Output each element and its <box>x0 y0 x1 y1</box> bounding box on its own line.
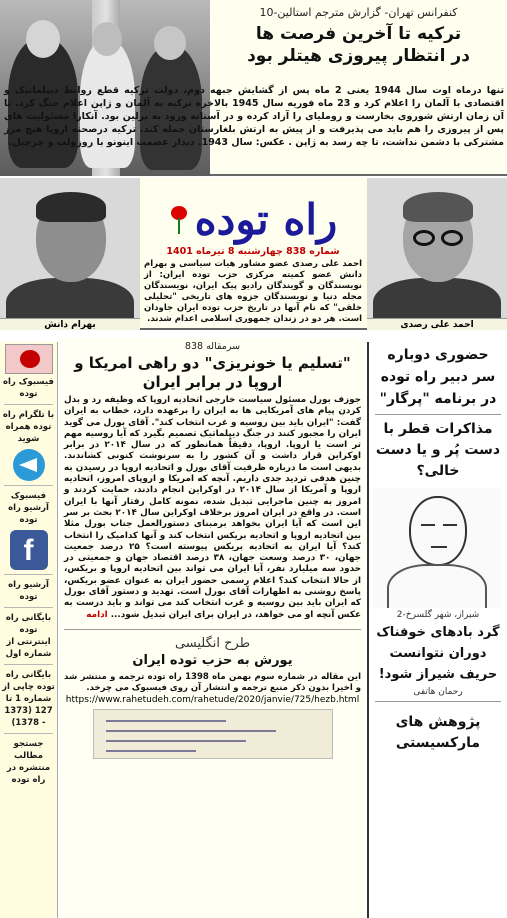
photo-person-head <box>92 22 122 56</box>
editorial-headline[interactable]: "تسلیم یا خونریزی" دو راهی امریکا و اروپا در برابر ایران <box>74 354 351 391</box>
headline-line-2: در انتظار پیروزی هیتلر بود <box>247 46 470 66</box>
masthead-banner <box>0 178 507 330</box>
masthead-title: راه توده <box>194 195 338 244</box>
search-link[interactable]: جستجو مطالب منتشره در راه توده <box>6 739 51 785</box>
divider <box>375 414 501 415</box>
divider <box>4 404 53 405</box>
article-headline[interactable]: یورش به حزب توده ایران <box>132 652 293 668</box>
facebook-icon[interactable]: f <box>10 530 48 570</box>
divider <box>64 629 361 630</box>
divider <box>4 574 53 575</box>
rose-icon <box>169 206 189 234</box>
photo-person-head <box>26 20 60 58</box>
portrait-right-caption: احمد علی رصدی <box>367 318 507 330</box>
portrait-left-caption: بهرام دانش <box>0 318 140 330</box>
poem-author: رحمان هاتفی <box>413 687 463 697</box>
sketch-caption: شیراز، شهر گلسرخ-2 <box>396 610 480 620</box>
link-shiraz-poem[interactable]: گرد بادهای خوفناک دوران نتوانست حریف شیراز شود! <box>376 625 500 682</box>
divider <box>375 701 501 702</box>
editorial-body: جوزف بورل مسئول سیاست خارجی اتحادیه اروپا که وظیفه رد و بدل کردن پیام های آمریکایی ها به ایران را برعهده دارد، خطاب به ایران گفت: "ایران باید بین روسیه و غرب انتخاب کند". آقای بورل می گوید ایران را مجبور کنند در جنگ دیپلماتیک تصمیم بگیرد که آیا روسیه مهم تر است یا اروپا. اروپا، دقیقاً همانطور که در سال ۲۰۱۴ در برابر اوکراین قرار داشت و آن کشور را به سرنوشت کنونی کشاندند. بدیهی است ما درباره ظرفیت آقای بورل و اتحادیه اروپا در رسیدن به چنین هدفی تردید جدی داریم. آنچه که امریکا و اروپای امروز، اتحادیه اروپا و آمریکا از سال ۲۰۱۴ در اوکراین انجام دادند، حمایت کردند و امروز به چنین ماجرایی تبدیل شده، نمونه کامل رفتار آنها با ایران است. در واقع در ایران امروز برخلاف اوکراین سال ۲۰۱۴ بحث بر سر این است که آیا ایران بخواهد برمبنای دستورالعمل جناب بورل مثلا بین اتحادیه اروپا و اتحادیه بریکس انتخاب کند و آنها کدامیک را انتخاب کند؟ آیا ایران به اتحادیه بریکس پیوسته است؟ ۲۵ درصد جمعیت جهان، ۳۰ درصد وسعت جهان، ۳۸ درصد اقتصاد جهان و جمعیتی در حدود سه میلیارد نفر، آیا ایران می تواند بین اتحادیه اروپا و بریکس، از حالا انتخاب کند؟ اعلام رسمی حضور ایران به عنوان عضو بریکس، پاسخ روشنی به اظهارات آقای بورل است. تهدید و دستور آقای بورل که ایران باید بین روسیه و غرب انتخاب کند می تواند و باید درست به عکس آنچه او می خواهد، در ایران برای ایران تبدیل شود... ادامه <box>64 395 361 620</box>
internet-archive-link[interactable]: بایگانی راه توده اینترنتی از شماره اول <box>5 613 52 659</box>
article-url-link[interactable]: https://www.rahetudeh.com/rahetude/2020/janvie/725/hezb.html <box>65 694 360 705</box>
portrait-left <box>0 178 140 318</box>
portrait-hair <box>36 192 106 222</box>
facebook-archive-link[interactable]: فیسبوک آرشیو راه توده <box>8 491 49 525</box>
glasses-icon <box>413 230 435 246</box>
telegram-icon[interactable] <box>13 449 45 481</box>
article-note: این مقاله در شماره سوم بهمن ماه 1398 راه توده ترجمه و منتشر شد و اخیرا بدون ذکر منبع ترجمه و انتشار آن روی فیسبوک می چرخد. <box>64 671 362 693</box>
archive-link[interactable]: آرشیو راه توده <box>8 580 49 602</box>
link-pargar-program[interactable]: حضوری دوباره سر دبیر راه توده در برنامه "پرگار" <box>379 347 497 407</box>
divider <box>4 607 53 608</box>
portrait-right <box>367 178 507 318</box>
masthead-note: احمد علی رصدی عضو مشاور هیات سیاسی و بهرام دانش عضو کمیته مرکزی حزب توده ایران: از نویسندگان و گویندگان رادیو پیک ایران، نویسندگان مجله دنیا و نویسندگان جزوه های تاریخی "تحلیلی خلقی" که نام آنها در تاریخ حزب توده ایران جاودان است. هر دو در زندان جمهوری اسلامی اعدام شدند. <box>144 259 362 324</box>
right-column <box>367 342 507 918</box>
portrait-suit <box>373 278 501 318</box>
divider <box>4 664 53 665</box>
top-story-headline[interactable] <box>212 23 505 67</box>
editorial-column <box>60 338 365 918</box>
editorial-kicker: سرمقاله 838 <box>184 341 241 352</box>
left-sidebar <box>0 342 58 918</box>
issue-line: شماره 838 چهارشنبه 8 تیرماه 1401 <box>166 246 340 257</box>
poet-sketch[interactable] <box>373 488 501 608</box>
telegram-link[interactable]: با تلگرام راه توده همراه شوید <box>2 410 55 444</box>
masthead <box>142 180 364 328</box>
masthead-logo[interactable] <box>142 196 364 244</box>
print-archive-link[interactable]: بایگانی راه توده چاپی از شماره 1 تا 127 (1373 - 1378) <box>2 670 55 728</box>
document-scan-image[interactable] <box>93 709 333 759</box>
divider <box>4 485 53 486</box>
photo-person-head <box>154 26 186 60</box>
top-story-kicker: کنفرانس تهران- گزارش مترجم استالین-10 <box>259 6 458 19</box>
continue-link[interactable]: ادامه <box>86 609 108 620</box>
divider <box>4 733 53 734</box>
portrait-suit <box>6 278 134 318</box>
glasses-icon <box>441 230 463 246</box>
facebook-link[interactable]: فیسبوک راه توده <box>3 377 54 399</box>
rose-icon[interactable] <box>5 344 53 374</box>
top-story <box>0 0 507 176</box>
link-qatar-talks[interactable]: مذاکرات قطر با دست پُر و یا دست خالی؟ <box>375 421 501 479</box>
headline-line-1: ترکیه تا آخرین فرصت ها <box>255 24 462 44</box>
article-subtitle: طرح انگلیسی <box>174 635 251 651</box>
portrait-hair <box>403 192 473 222</box>
link-marxist-research[interactable]: پژوهش های مارکسیستی <box>395 714 481 751</box>
top-story-body: تنها درماه اوت سال 1944 یعنی 2 ماه پس از گشایش جبهه دوم، دولت ترکیه قطع روابط دیپلماتیک و اقتصادی با آلمان را اعلام کرد و 23 ماه فوریه سال 1945 بالاخره ترکیه به آلمان و ژاپن اعلام جنگ کرد. تا آن زمان ارتش شوروی بخارست و روملیای را آزاد کرده و در آستانه ورود به برلین بود. آنکارا مسئولیت های پس از پیروزی را هم باید می پذیرفت و از پیش به ارتش بلغارستان حمله کند. ترکیه درصحنه اروپا هیچ مرز مشترکی با دشمن نداشت، تا چه رسد به ژاپن . عکس: سال 1943. دیدار عصمت اینونو با روزولت و چرچیل. <box>4 85 505 148</box>
